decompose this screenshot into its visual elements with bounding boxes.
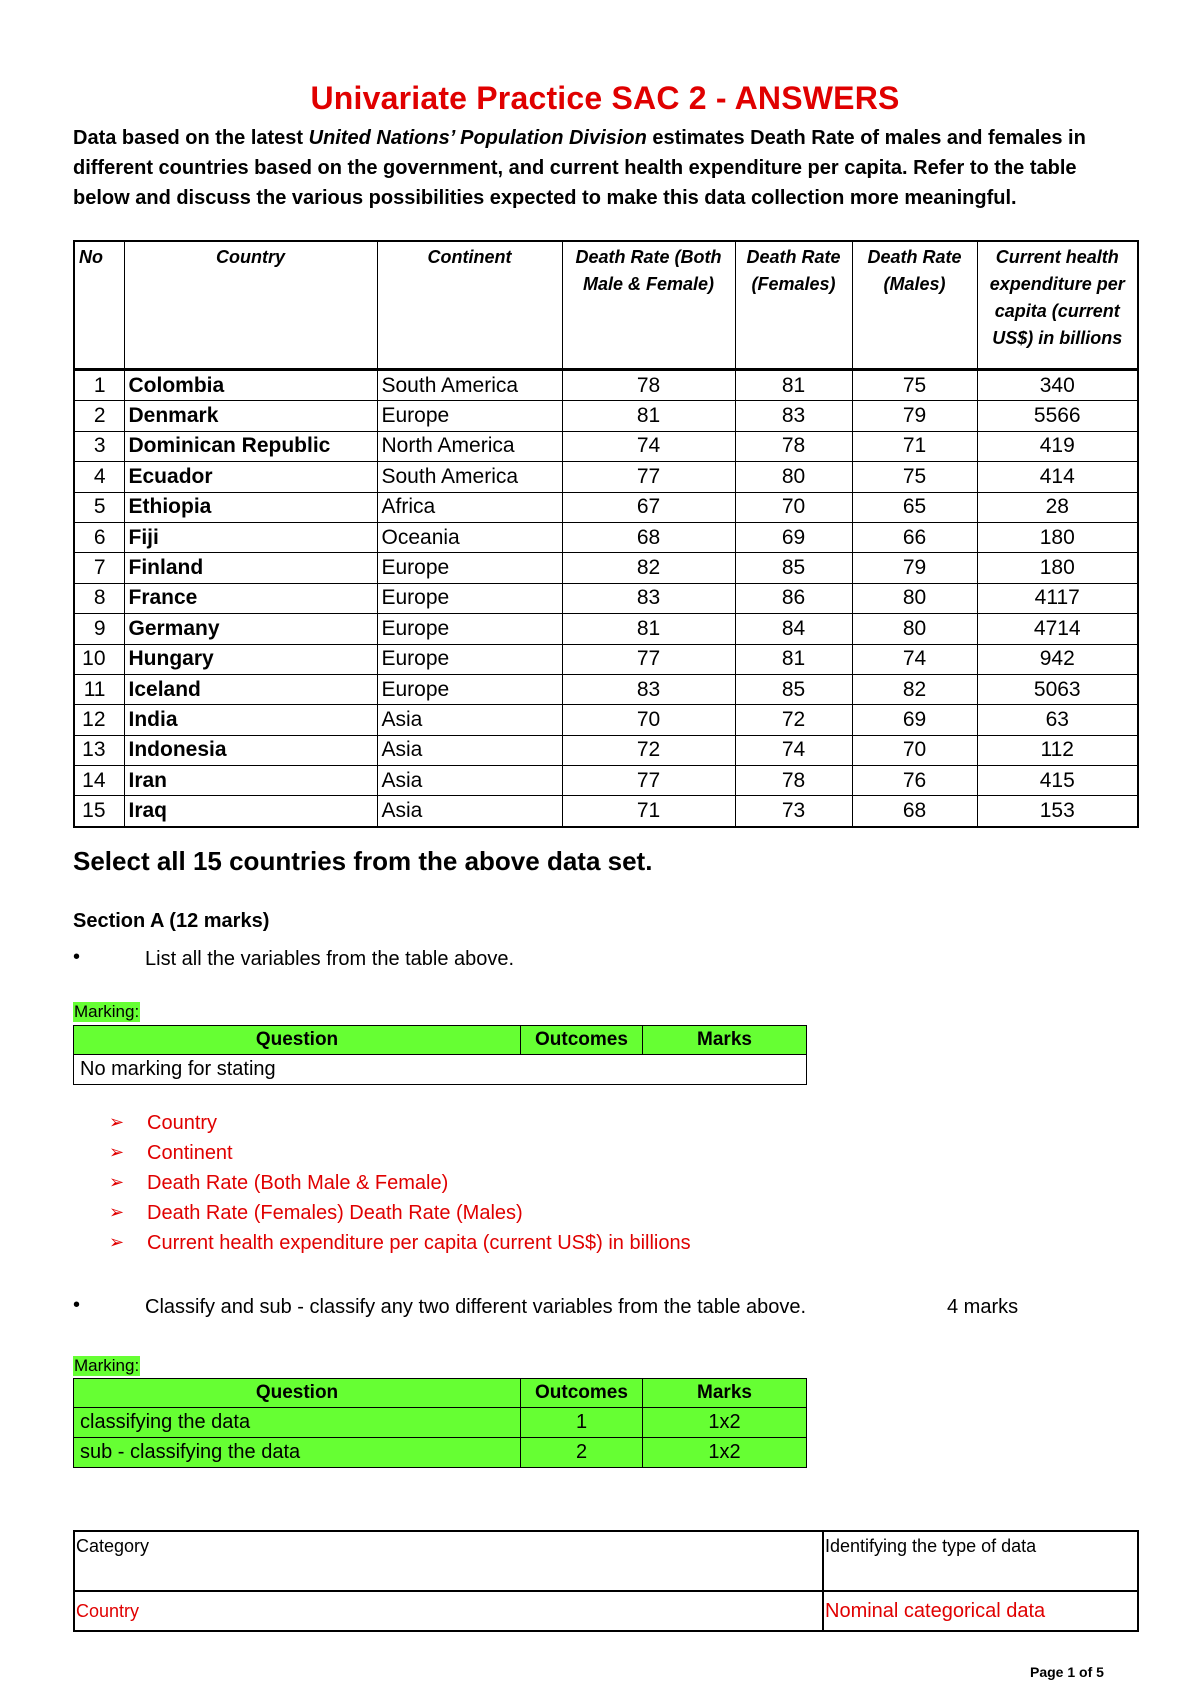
death-rate-females-cell: 83	[735, 401, 852, 431]
death-rate-females-cell: 85	[735, 553, 852, 583]
expenditure-cell: 180	[977, 553, 1138, 583]
death-rate-females-cell: 81	[735, 644, 852, 674]
country-cell: Indonesia	[124, 735, 377, 765]
bullet-icon: •	[73, 1294, 81, 1316]
death-rate-males-cell: 70	[852, 735, 977, 765]
row-number: 5	[74, 492, 124, 522]
select-instruction: Select all 15 countries from the above data set.	[73, 846, 653, 876]
table-row	[74, 553, 1138, 583]
table-body	[74, 370, 1138, 827]
answer-label: Death Rate (Both Male & Female)	[147, 1172, 449, 1194]
country-cell: Ethiopia	[124, 492, 377, 522]
marking-question: sub - classifying the data	[74, 1438, 521, 1468]
header-death-rate-both: Death Rate (Both Male & Female)	[562, 241, 735, 370]
row-number: 13	[74, 735, 124, 765]
row-number: 15	[74, 796, 124, 827]
country-cell: Hungary	[124, 644, 377, 674]
bullet-icon: •	[73, 946, 81, 968]
death-rate-males-cell: 71	[852, 431, 977, 461]
table-row	[74, 431, 1138, 461]
header-expenditure: Current health expenditure per capita (current US$) in billions	[977, 241, 1138, 370]
header-outcomes: Outcomes	[521, 1379, 643, 1408]
expenditure-cell: 63	[977, 705, 1138, 735]
death-rate-both-cell: 67	[562, 492, 735, 522]
table-row	[74, 583, 1138, 613]
death-rate-both-cell: 83	[562, 674, 735, 704]
death-rate-both-cell: 77	[562, 766, 735, 796]
country-cell: France	[124, 583, 377, 613]
question-1-text: List all the variables from the table above.	[145, 948, 515, 970]
continent-cell: Europe	[377, 583, 562, 613]
country-cell: Colombia	[124, 370, 377, 401]
continent-cell: Asia	[377, 766, 562, 796]
section-a-heading: Section A (12 marks)	[73, 910, 270, 932]
marking-label-2: Marking:	[74, 1356, 140, 1375]
header-country: Country	[124, 241, 377, 370]
answer-label: Death Rate (Females) Death Rate (Males)	[147, 1202, 523, 1224]
death-rate-females-cell: 80	[735, 462, 852, 492]
row-number: 11	[74, 674, 124, 704]
death-rate-females-cell: 85	[735, 674, 852, 704]
death-rate-females-cell: 81	[735, 370, 852, 401]
category-value: Country	[74, 1591, 823, 1631]
death-rate-both-cell: 81	[562, 401, 735, 431]
continent-cell: Europe	[377, 401, 562, 431]
table-row	[74, 674, 1138, 704]
marking-marks: 1x2	[643, 1408, 807, 1438]
country-cell: India	[124, 705, 377, 735]
expenditure-cell: 415	[977, 766, 1138, 796]
marking-label-1: Marking:	[74, 1002, 140, 1021]
header-death-rate-males: Death Rate (Males)	[852, 241, 977, 370]
death-rate-both-cell: 83	[562, 583, 735, 613]
intro-post: estimates Death Rate of males and females in different countries based on the government, and current health expenditure per capita. Refer to the table below and discuss the various possibilities expected to make this data collection more meaningful.	[73, 127, 1086, 209]
header-death-rate-females: Death Rate (Females)	[735, 241, 852, 370]
death-rate-females-cell: 86	[735, 583, 852, 613]
row-number: 4	[74, 462, 124, 492]
table-row	[74, 1055, 807, 1085]
header-question: Question	[74, 1026, 521, 1055]
table-row	[74, 614, 1138, 644]
row-number: 1	[74, 370, 124, 401]
expenditure-cell: 180	[977, 522, 1138, 552]
marking-note: No marking for stating	[74, 1055, 807, 1085]
death-rate-females-cell: 78	[735, 766, 852, 796]
country-cell: Dominican Republic	[124, 431, 377, 461]
expenditure-cell: 4117	[977, 583, 1138, 613]
death-rate-females-cell: 78	[735, 431, 852, 461]
expenditure-cell: 4714	[977, 614, 1138, 644]
continent-cell: Africa	[377, 492, 562, 522]
table-header-row	[74, 241, 1138, 370]
table-row	[74, 1591, 1138, 1631]
expenditure-cell: 112	[977, 735, 1138, 765]
continent-cell: South America	[377, 462, 562, 492]
intro-paragraph	[73, 123, 1137, 213]
header-data-type: Identifying the type of data	[823, 1531, 1138, 1591]
death-rate-males-cell: 74	[852, 644, 977, 674]
marking-table-2	[73, 1378, 807, 1468]
country-cell: Germany	[124, 614, 377, 644]
header-marks: Marks	[643, 1026, 807, 1055]
death-rate-males-cell: 80	[852, 614, 977, 644]
table-row	[74, 492, 1138, 522]
death-rate-females-cell: 70	[735, 492, 852, 522]
death-rate-both-cell: 72	[562, 735, 735, 765]
table-row	[74, 705, 1138, 735]
arrow-bullet-icon: ➢	[109, 1202, 125, 1222]
category-header-row	[74, 1531, 1138, 1591]
question-2-text: Classify and sub - classify any two different variables from the table above.	[145, 1296, 807, 1318]
death-rate-females-cell: 84	[735, 614, 852, 644]
death-rate-table	[73, 240, 1139, 828]
table-row	[74, 522, 1138, 552]
continent-cell: Asia	[377, 796, 562, 827]
header-no: No	[74, 241, 124, 370]
death-rate-females-cell: 69	[735, 522, 852, 552]
answer-label: Country	[147, 1112, 218, 1134]
expenditure-cell: 942	[977, 644, 1138, 674]
death-rate-males-cell: 65	[852, 492, 977, 522]
header-outcomes: Outcomes	[521, 1026, 643, 1055]
table-row	[74, 1438, 807, 1468]
intro-source: United Nations’ Population Division	[308, 127, 647, 149]
country-cell: Denmark	[124, 401, 377, 431]
continent-cell: Asia	[377, 735, 562, 765]
document-title: Univariate Practice SAC 2 - ANSWERS	[310, 80, 900, 116]
row-number: 3	[74, 431, 124, 461]
marking-outcome: 1	[521, 1408, 643, 1438]
row-number: 10	[74, 644, 124, 674]
death-rate-males-cell: 66	[852, 522, 977, 552]
row-number: 7	[74, 553, 124, 583]
row-number: 12	[74, 705, 124, 735]
marking-outcome: 2	[521, 1438, 643, 1468]
header-continent: Continent	[377, 241, 562, 370]
table-row	[74, 370, 1138, 401]
expenditure-cell: 340	[977, 370, 1138, 401]
row-number: 8	[74, 583, 124, 613]
death-rate-both-cell: 68	[562, 522, 735, 552]
table-row	[74, 766, 1138, 796]
expenditure-cell: 28	[977, 492, 1138, 522]
marking-table-2-header	[74, 1379, 807, 1408]
continent-cell: Europe	[377, 644, 562, 674]
header-question: Question	[74, 1379, 521, 1408]
country-cell: Finland	[124, 553, 377, 583]
death-rate-males-cell: 68	[852, 796, 977, 827]
death-rate-both-cell: 82	[562, 553, 735, 583]
continent-cell: Europe	[377, 614, 562, 644]
marking-marks: 1x2	[643, 1438, 807, 1468]
intro-pre: Data based on the latest	[73, 127, 309, 149]
expenditure-cell: 5566	[977, 401, 1138, 431]
death-rate-males-cell: 82	[852, 674, 977, 704]
question-2	[73, 1296, 1137, 1324]
death-rate-males-cell: 75	[852, 370, 977, 401]
category-table	[73, 1530, 1139, 1632]
country-cell: Iran	[124, 766, 377, 796]
country-cell: Fiji	[124, 522, 377, 552]
question-2-marks: 4 marks	[947, 1296, 1019, 1318]
arrow-bullet-icon: ➢	[109, 1232, 125, 1252]
answer-label: Current health expenditure per capita (current US$) in billions	[147, 1232, 691, 1254]
country-cell: Ecuador	[124, 462, 377, 492]
death-rate-both-cell: 70	[562, 705, 735, 735]
death-rate-both-cell: 71	[562, 796, 735, 827]
table-row	[74, 462, 1138, 492]
death-rate-both-cell: 74	[562, 431, 735, 461]
marking-question: classifying the data	[74, 1408, 521, 1438]
answer-label: Continent	[147, 1142, 233, 1164]
arrow-bullet-icon: ➢	[109, 1142, 125, 1162]
arrow-bullet-icon: ➢	[109, 1112, 125, 1132]
death-rate-females-cell: 72	[735, 705, 852, 735]
continent-cell: Europe	[377, 553, 562, 583]
death-rate-females-cell: 74	[735, 735, 852, 765]
continent-cell: South America	[377, 370, 562, 401]
death-rate-both-cell: 77	[562, 644, 735, 674]
row-number: 14	[74, 766, 124, 796]
table-row	[74, 1408, 807, 1438]
header-category: Category	[74, 1531, 823, 1591]
death-rate-males-cell: 69	[852, 705, 977, 735]
row-number: 2	[74, 401, 124, 431]
death-rate-both-cell: 78	[562, 370, 735, 401]
table-row	[74, 735, 1138, 765]
country-cell: Iceland	[124, 674, 377, 704]
death-rate-males-cell: 79	[852, 401, 977, 431]
continent-cell: Oceania	[377, 522, 562, 552]
death-rate-males-cell: 80	[852, 583, 977, 613]
expenditure-cell: 5063	[977, 674, 1138, 704]
continent-cell: Europe	[377, 674, 562, 704]
expenditure-cell: 419	[977, 431, 1138, 461]
table-row	[74, 644, 1138, 674]
death-rate-males-cell: 79	[852, 553, 977, 583]
death-rate-both-cell: 77	[562, 462, 735, 492]
expenditure-cell: 153	[977, 796, 1138, 827]
marking-table-1	[73, 1025, 807, 1085]
table-row	[74, 796, 1138, 827]
continent-cell: North America	[377, 431, 562, 461]
question-1	[73, 948, 1137, 976]
table-row	[74, 401, 1138, 431]
death-rate-males-cell: 76	[852, 766, 977, 796]
arrow-bullet-icon: ➢	[109, 1172, 125, 1192]
page-number: Page 1 of 5	[1030, 1664, 1104, 1680]
death-rate-both-cell: 81	[562, 614, 735, 644]
data-type-value: Nominal categorical data	[823, 1591, 1138, 1631]
death-rate-females-cell: 73	[735, 796, 852, 827]
marking-table-1-header	[74, 1026, 807, 1055]
death-rate-males-cell: 75	[852, 462, 977, 492]
header-marks: Marks	[643, 1379, 807, 1408]
expenditure-cell: 414	[977, 462, 1138, 492]
continent-cell: Asia	[377, 705, 562, 735]
country-cell: Iraq	[124, 796, 377, 827]
row-number: 9	[74, 614, 124, 644]
row-number: 6	[74, 522, 124, 552]
